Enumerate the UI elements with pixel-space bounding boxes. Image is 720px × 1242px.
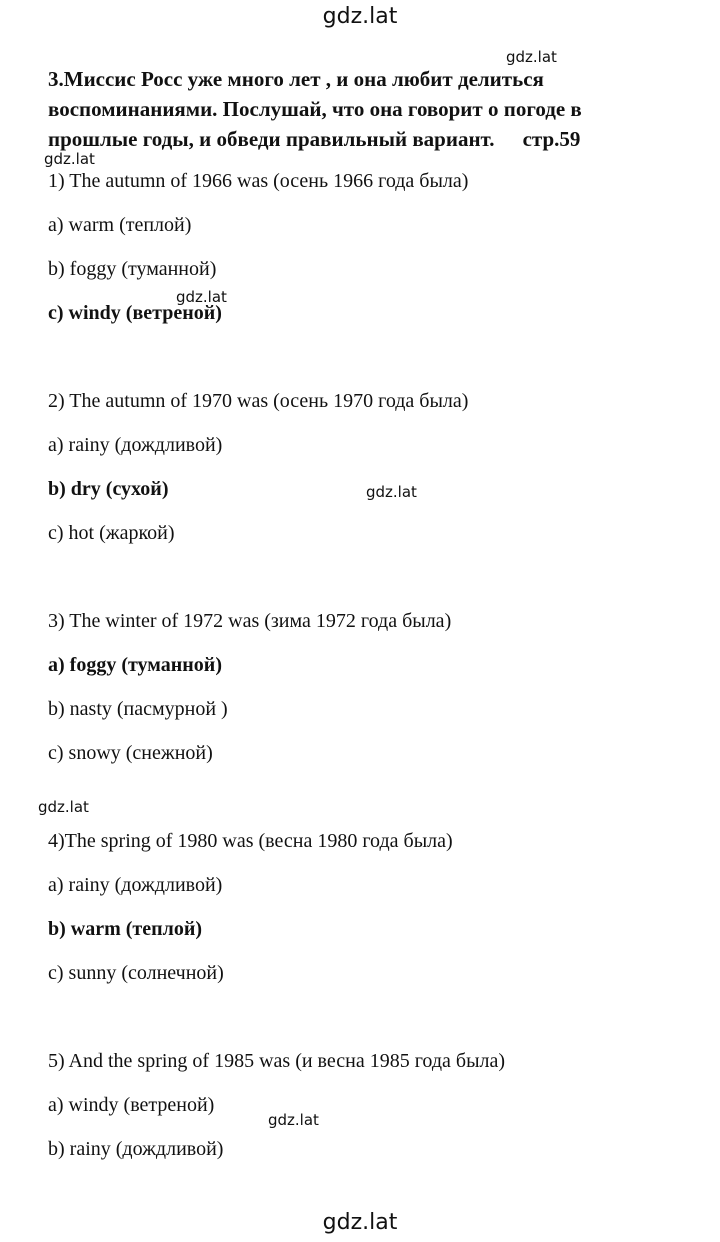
option-1a: a) warm (теплой) — [48, 214, 192, 236]
question-3: 3) The winter of 1972 was (зима 1972 года была) — [48, 610, 452, 632]
watermark: gdz.lat — [268, 1111, 319, 1129]
option-4a: a) rainy (дождливой) — [48, 874, 223, 896]
page-reference: стр.59 — [522, 127, 581, 151]
watermark-top: gdz.lat — [322, 4, 398, 29]
task-heading — [48, 64, 668, 154]
option-2a: a) rainy (дождливой) — [48, 434, 223, 456]
watermark: gdz.lat — [44, 150, 95, 168]
option-4c: c) sunny (солнечной) — [48, 962, 224, 984]
watermark: gdz.lat — [506, 48, 557, 66]
task-heading-text: прошлые годы, и обведи правильный вариант. — [48, 127, 495, 151]
correct-option-3a: a) foggy (туманной) — [48, 654, 222, 676]
question-1: 1) The autumn of 1966 was (осень 1966 года была) — [48, 170, 469, 192]
question-2: 2) The autumn of 1970 was (осень 1970 года была) — [48, 390, 469, 412]
option-5b: b) rainy (дождливой) — [48, 1138, 224, 1160]
question-4: 4)The spring of 1980 was (весна 1980 года была) — [48, 830, 453, 852]
option-3b: b) nasty (пасмурной ) — [48, 698, 228, 720]
watermark: gdz.lat — [38, 798, 89, 816]
option-5a: a) windy (ветреной) — [48, 1094, 215, 1116]
watermark: gdz.lat — [366, 483, 417, 501]
watermark-bottom: gdz.lat — [322, 1210, 398, 1235]
task-heading-line: 3.Миссис Росс уже много лет , и она любит делиться — [48, 67, 544, 91]
watermark: gdz.lat — [176, 288, 227, 306]
correct-option-2b: b) dry (сухой) — [48, 478, 169, 500]
option-2c: c) hot (жаркой) — [48, 522, 175, 544]
task-heading-line — [48, 124, 668, 154]
option-1b: b) foggy (туманной) — [48, 258, 217, 280]
task-heading-line: воспоминаниями. Послушай, что она говорит о погоде в — [48, 97, 582, 121]
option-3c: c) snowy (снежной) — [48, 742, 213, 764]
correct-option-1c: c) windy (ветреной) — [48, 302, 222, 324]
correct-option-4b: b) warm (теплой) — [48, 918, 203, 940]
question-5: 5) And the spring of 1985 was (и весна 1985 года была) — [48, 1050, 506, 1072]
